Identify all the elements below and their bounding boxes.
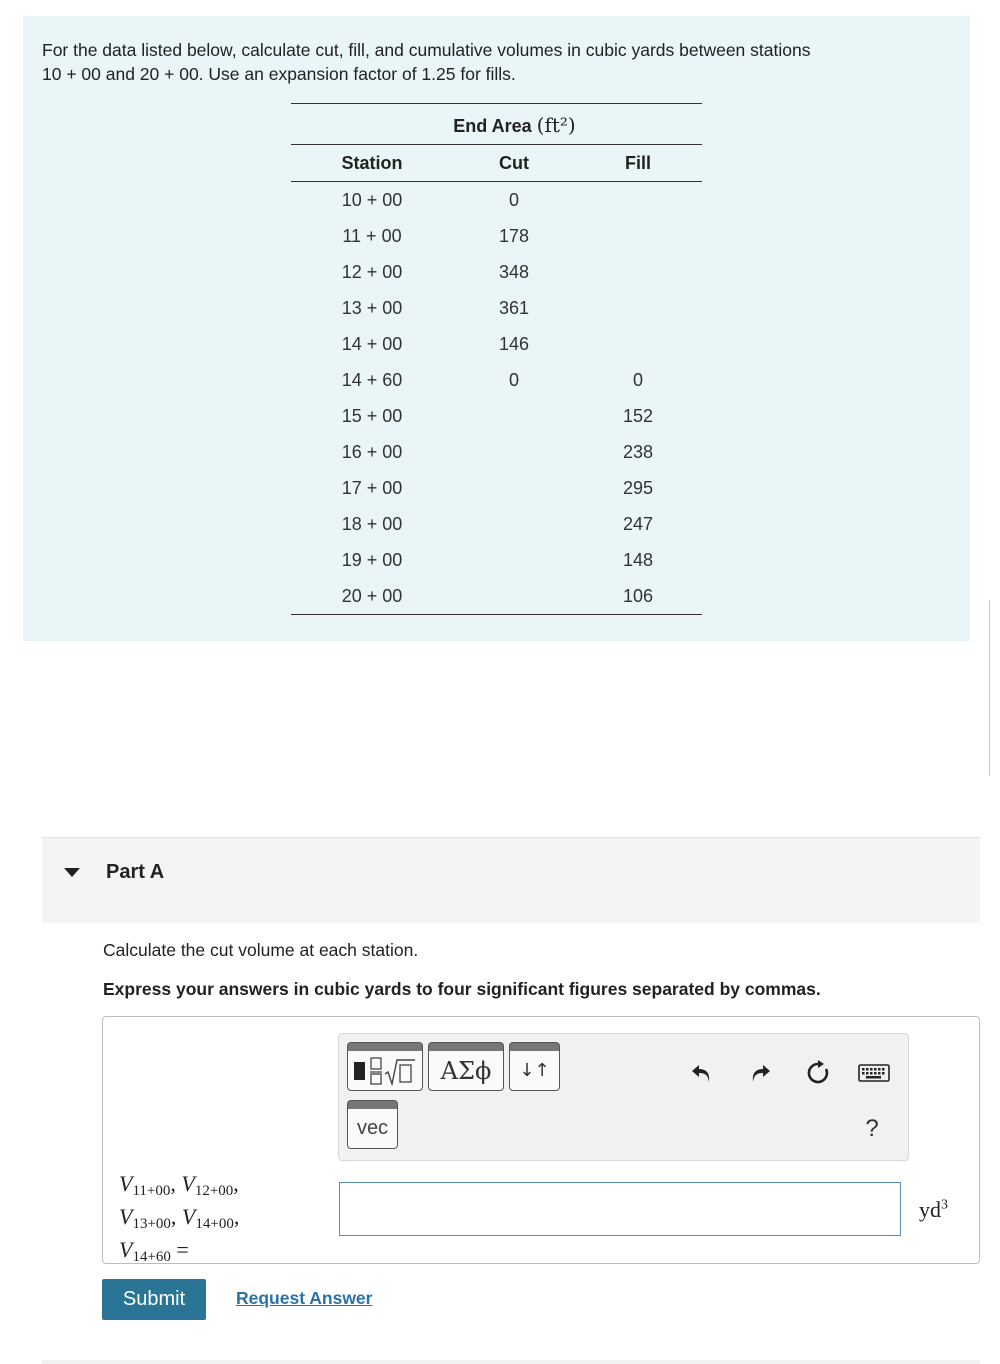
cell-fill: 0 <box>632 370 643 390</box>
cell-station: 10 + 00 <box>341 190 403 210</box>
cell-fill <box>613 182 663 218</box>
math-toolbar <box>338 1033 909 1161</box>
unit-exponent: 3 <box>941 1197 948 1213</box>
table-header-row <box>291 145 702 182</box>
cell-cut <box>489 434 539 470</box>
cell-station: 15 + 00 <box>341 406 403 426</box>
cell-station: 11 + 00 <box>342 226 402 246</box>
part-title: Part A <box>106 861 165 883</box>
answer-variable: $V_{13+00}$, <box>119 1204 177 1232</box>
cell-station: 14 + 00 <box>341 334 403 354</box>
cell-cut <box>489 578 539 614</box>
col-header-fill: Fill <box>625 153 651 173</box>
cell-station: 19 + 00 <box>341 550 403 570</box>
answer-variables <box>119 1171 239 1270</box>
arrows-icon: ↓↑ <box>519 1060 550 1081</box>
vec-icon: vec <box>356 1117 389 1139</box>
table-row <box>291 290 702 326</box>
cell-station: 13 + 00 <box>341 298 403 318</box>
reset-icon[interactable] <box>805 1060 831 1086</box>
answer-variable: $V_{14+00}$, <box>181 1204 240 1232</box>
unit-base: yd <box>919 1197 941 1222</box>
end-area-table <box>291 103 702 615</box>
undo-icon[interactable] <box>689 1060 715 1086</box>
cell-fill <box>613 254 663 290</box>
keyboard-icon[interactable] <box>857 1060 891 1086</box>
collapse-caret-icon[interactable] <box>64 868 80 877</box>
table-row <box>291 218 702 254</box>
table-group-header <box>291 104 702 145</box>
table-row <box>291 326 702 362</box>
table-row <box>291 398 702 434</box>
answer-variable: $V_{12+00}$, <box>181 1171 239 1199</box>
table-row <box>291 506 702 542</box>
scrollbar-edge <box>989 600 990 776</box>
cell-cut: 348 <box>498 262 530 282</box>
cell-fill <box>613 326 663 362</box>
cell-fill: 238 <box>622 442 654 462</box>
table-body <box>291 182 702 614</box>
cell-cut <box>489 398 539 434</box>
table-row <box>291 182 702 218</box>
col-header-station: Station <box>341 153 403 173</box>
problem-panel <box>23 16 970 641</box>
answer-input[interactable] <box>339 1182 901 1236</box>
cell-fill: 148 <box>622 550 654 570</box>
cell-cut: 146 <box>498 334 530 354</box>
cell-station: 14 + 60 <box>341 370 403 390</box>
cell-station: 12 + 00 <box>341 262 403 282</box>
redo-icon[interactable] <box>747 1060 773 1086</box>
bottom-divider <box>42 1360 980 1364</box>
table-row <box>291 362 702 398</box>
templates-icon <box>354 1056 417 1086</box>
group-header-unit: (ft²) <box>536 113 576 137</box>
problem-statement <box>42 38 922 86</box>
cell-fill: 295 <box>622 478 654 498</box>
cell-fill <box>613 290 663 326</box>
unit-label <box>919 1197 948 1223</box>
cell-cut <box>489 470 539 506</box>
table-row <box>291 434 702 470</box>
cell-station: 16 + 00 <box>341 442 403 462</box>
cell-station: 20 + 00 <box>341 586 403 606</box>
help-icon[interactable]: ? <box>865 1115 879 1142</box>
table-row <box>291 578 702 614</box>
table-row <box>291 542 702 578</box>
cell-cut <box>489 506 539 542</box>
cell-fill: 152 <box>622 406 654 426</box>
cell-cut: 178 <box>498 226 530 246</box>
col-header-cut: Cut <box>499 153 529 173</box>
cell-cut <box>489 542 539 578</box>
greek-button[interactable] <box>428 1042 504 1091</box>
group-header-label: End Area <box>453 116 532 136</box>
problem-text-line1: For the data listed below, calculate cut, fill, and cumulative volumes in cubic yards between stations <box>42 40 811 60</box>
vec-button[interactable] <box>347 1100 398 1149</box>
cell-fill: 247 <box>622 514 654 534</box>
cell-cut: 361 <box>498 298 530 318</box>
cell-fill: 106 <box>622 586 654 606</box>
table-row <box>291 254 702 290</box>
cell-station: 18 + 00 <box>341 514 403 534</box>
templates-button[interactable] <box>347 1042 423 1091</box>
submit-button[interactable]: Submit <box>102 1279 206 1320</box>
table-row <box>291 470 702 506</box>
answer-variable: $V_{14+60}$ = <box>119 1237 189 1265</box>
greek-icon: ΑΣϕ <box>440 1056 492 1085</box>
arrows-button[interactable] <box>509 1042 560 1091</box>
answer-box <box>102 1016 980 1264</box>
request-answer-link[interactable]: Request Answer <box>236 1288 373 1308</box>
cell-cut: 0 <box>508 370 519 390</box>
answer-variable: $V_{11+00}$, <box>119 1171 176 1199</box>
cell-fill <box>613 218 663 254</box>
problem-text-line2: 10 + 00 and 20 + 00. Use an expansion factor of 1.25 for fills. <box>42 64 516 84</box>
cell-cut: 0 <box>508 190 519 210</box>
instruction-text: Express your answers in cubic yards to four significant figures separated by commas. <box>103 979 821 999</box>
cell-station: 17 + 00 <box>341 478 403 498</box>
question-text: Calculate the cut volume at each station. <box>103 940 419 960</box>
part-header[interactable] <box>42 837 980 923</box>
